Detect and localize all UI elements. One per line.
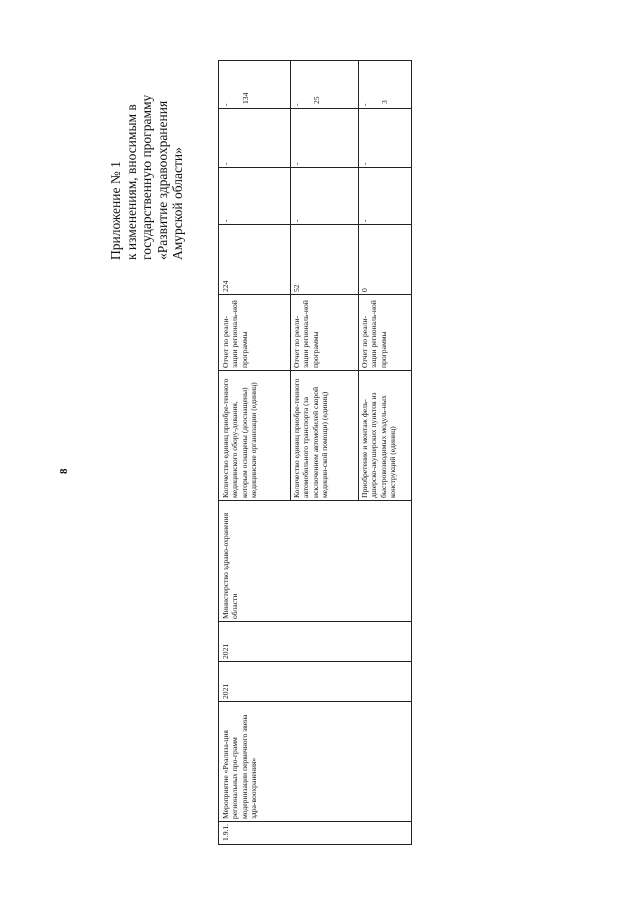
value-dash: - [221, 103, 230, 106]
indicator-cell: Количество единиц приобре-тенного автомобильного транспорта (за исключением автомобилей скорой медицин-ской помощи) (единиц) [292, 378, 329, 498]
event-name: Мероприятие «Реализа-ция региональных про-грамм модернизации первичного звена здра-воохранения» [221, 714, 258, 819]
appendix-line: «Развитие здравоохранения [154, 100, 170, 260]
appendix-line: к изменениям, вносимым в [123, 104, 139, 260]
value-cell: - [360, 219, 369, 222]
end-year: 2021 [221, 643, 230, 659]
value-total: 134 [241, 92, 250, 104]
value-cell: - [221, 219, 230, 222]
row-number: 1.9.1. [221, 823, 230, 841]
value-cell [219, 59, 290, 109]
value-cell: - [360, 162, 369, 165]
value-total: 25 [312, 96, 321, 104]
source-cell: Отчет по реали-зации региональ-ной программы [292, 300, 320, 368]
value-cell: - [292, 219, 301, 222]
value-total: 3 [380, 100, 389, 104]
appendix-line: государственную программу [139, 94, 154, 260]
value-dash: - [292, 103, 301, 106]
page-number: 8 [58, 468, 70, 474]
responsible-executor: Министерство здраво-охранения области [221, 512, 240, 619]
indicator-cell: Количество единиц приобре-тенного медицинского обору-дования, которым оснащены (дооснащены) медицинские организации (единиц) [221, 378, 258, 498]
source-cell: Отчет по реали-зации региональ-ной программы [221, 300, 249, 368]
start-year: 2021 [221, 683, 230, 699]
indicator-cell: Приобретение и монтаж фель-дшерско-акушерских пунктов из быстровозводимых модуль-ных конструкций (единиц) [360, 392, 397, 498]
appendix-heading [108, 20, 186, 260]
value-dash: - [360, 103, 369, 106]
appendix-line: Приложение № 1 [108, 161, 123, 260]
value-cell: 52 [292, 284, 301, 292]
value-cell [358, 59, 413, 109]
value-cell: 224 [221, 280, 230, 292]
value-cell [290, 59, 358, 109]
value-cell: - [292, 162, 301, 165]
value-cell: - [221, 162, 230, 165]
appendix-line: Амурской области» [170, 147, 185, 260]
program-table [218, 60, 412, 845]
source-cell: Отчет по реали-зации региональ-ной программы [360, 300, 388, 368]
value-cell: 0 [360, 288, 369, 292]
